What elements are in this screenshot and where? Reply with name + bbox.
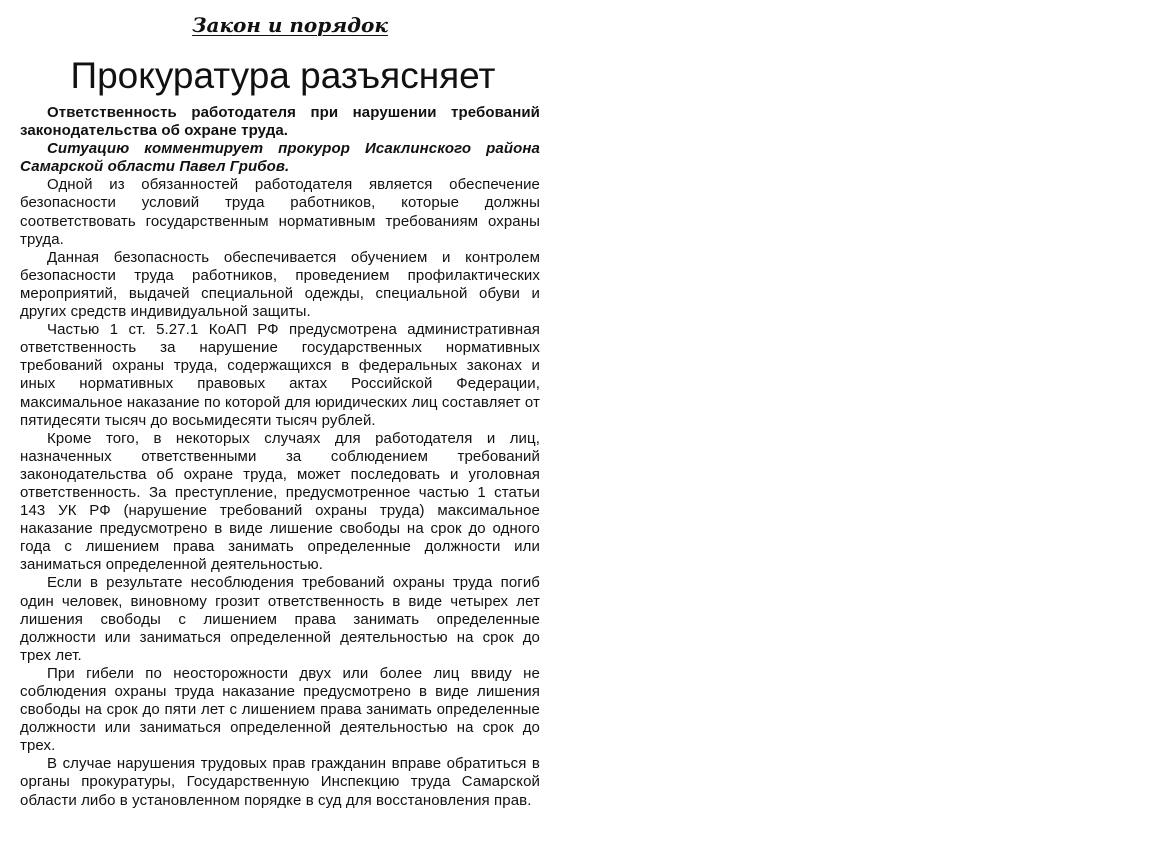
body-paragraph: Одной из обязанностей работодателя является обеспечение безопасности условий труда работников, которые должны соответствовать государственным нормативным требованиям охраны труда.: [20, 176, 540, 248]
body-paragraph: Если в результате несоблюдения требований охраны труда погиб один человек, виновному грозит ответственность в виде четырех лет лишения свободы с лишением права занимать определенные должности или заниматься определенной деятельностью на срок до трех лет.: [20, 574, 540, 664]
article-body: [20, 104, 540, 810]
article-column: [20, 10, 540, 810]
body-paragraph: В случае нарушения трудовых прав гражданин вправе обратиться в органы прокуратуры, Государственную Инспекцию труда Самарской области либо в установленном порядке в суд для восстановления прав.: [20, 755, 540, 809]
body-paragraph: Кроме того, в некоторых случаях для работодателя и лиц, назначенных ответственными за соблюдением требований законодательства об охране труда, может последовать и уголовная ответственность. За преступление, предусмотренное частью 1 статьи 143 УК РФ (нарушение требований охраны труда) максимальное наказание предусмотрено в виде лишение свободы на срок до одного года с лишением права занимать определенные должности или заниматься определенной деятельностью.: [20, 429, 540, 574]
body-paragraph: При гибели по неосторожности двух или более лиц ввиду не соблюдения охраны труда наказание предусмотрено в виде лишения свободы на срок до пяти лет с лишением права занимать определенные должности или заниматься определенной деятельностью на срок до трех.: [20, 664, 540, 755]
article-lead: Ответственность работодателя при нарушении требований законодательства об охране труда.: [20, 104, 540, 140]
body-paragraph: Данная безопасность обеспечивается обучением и контролем безопасности труда работников, проведением профилактических мероприятий, выдачей специальной одежды, специальной обуви и других средств индивидуальной защиты.: [20, 248, 540, 321]
section-rubric: Закон и порядок: [192, 13, 388, 37]
article-headline: Прокуратура разъясняет: [70, 55, 496, 96]
body-paragraph: Частью 1 ст. 5.27.1 КоАП РФ предусмотрена административная ответственность за нарушение государственных нормативных требований охраны труда, содержащихся в федеральных законах и иных нормативных правовых актах Российской Федерации, максимальное наказание по которой для юридических лиц составляет от пятидесяти тысяч до восьмидесяти тысяч рублей.: [20, 321, 540, 429]
author-line: Ситуацию комментирует прокурор Исаклинского района Самарской области Павел Грибов.: [20, 140, 540, 176]
